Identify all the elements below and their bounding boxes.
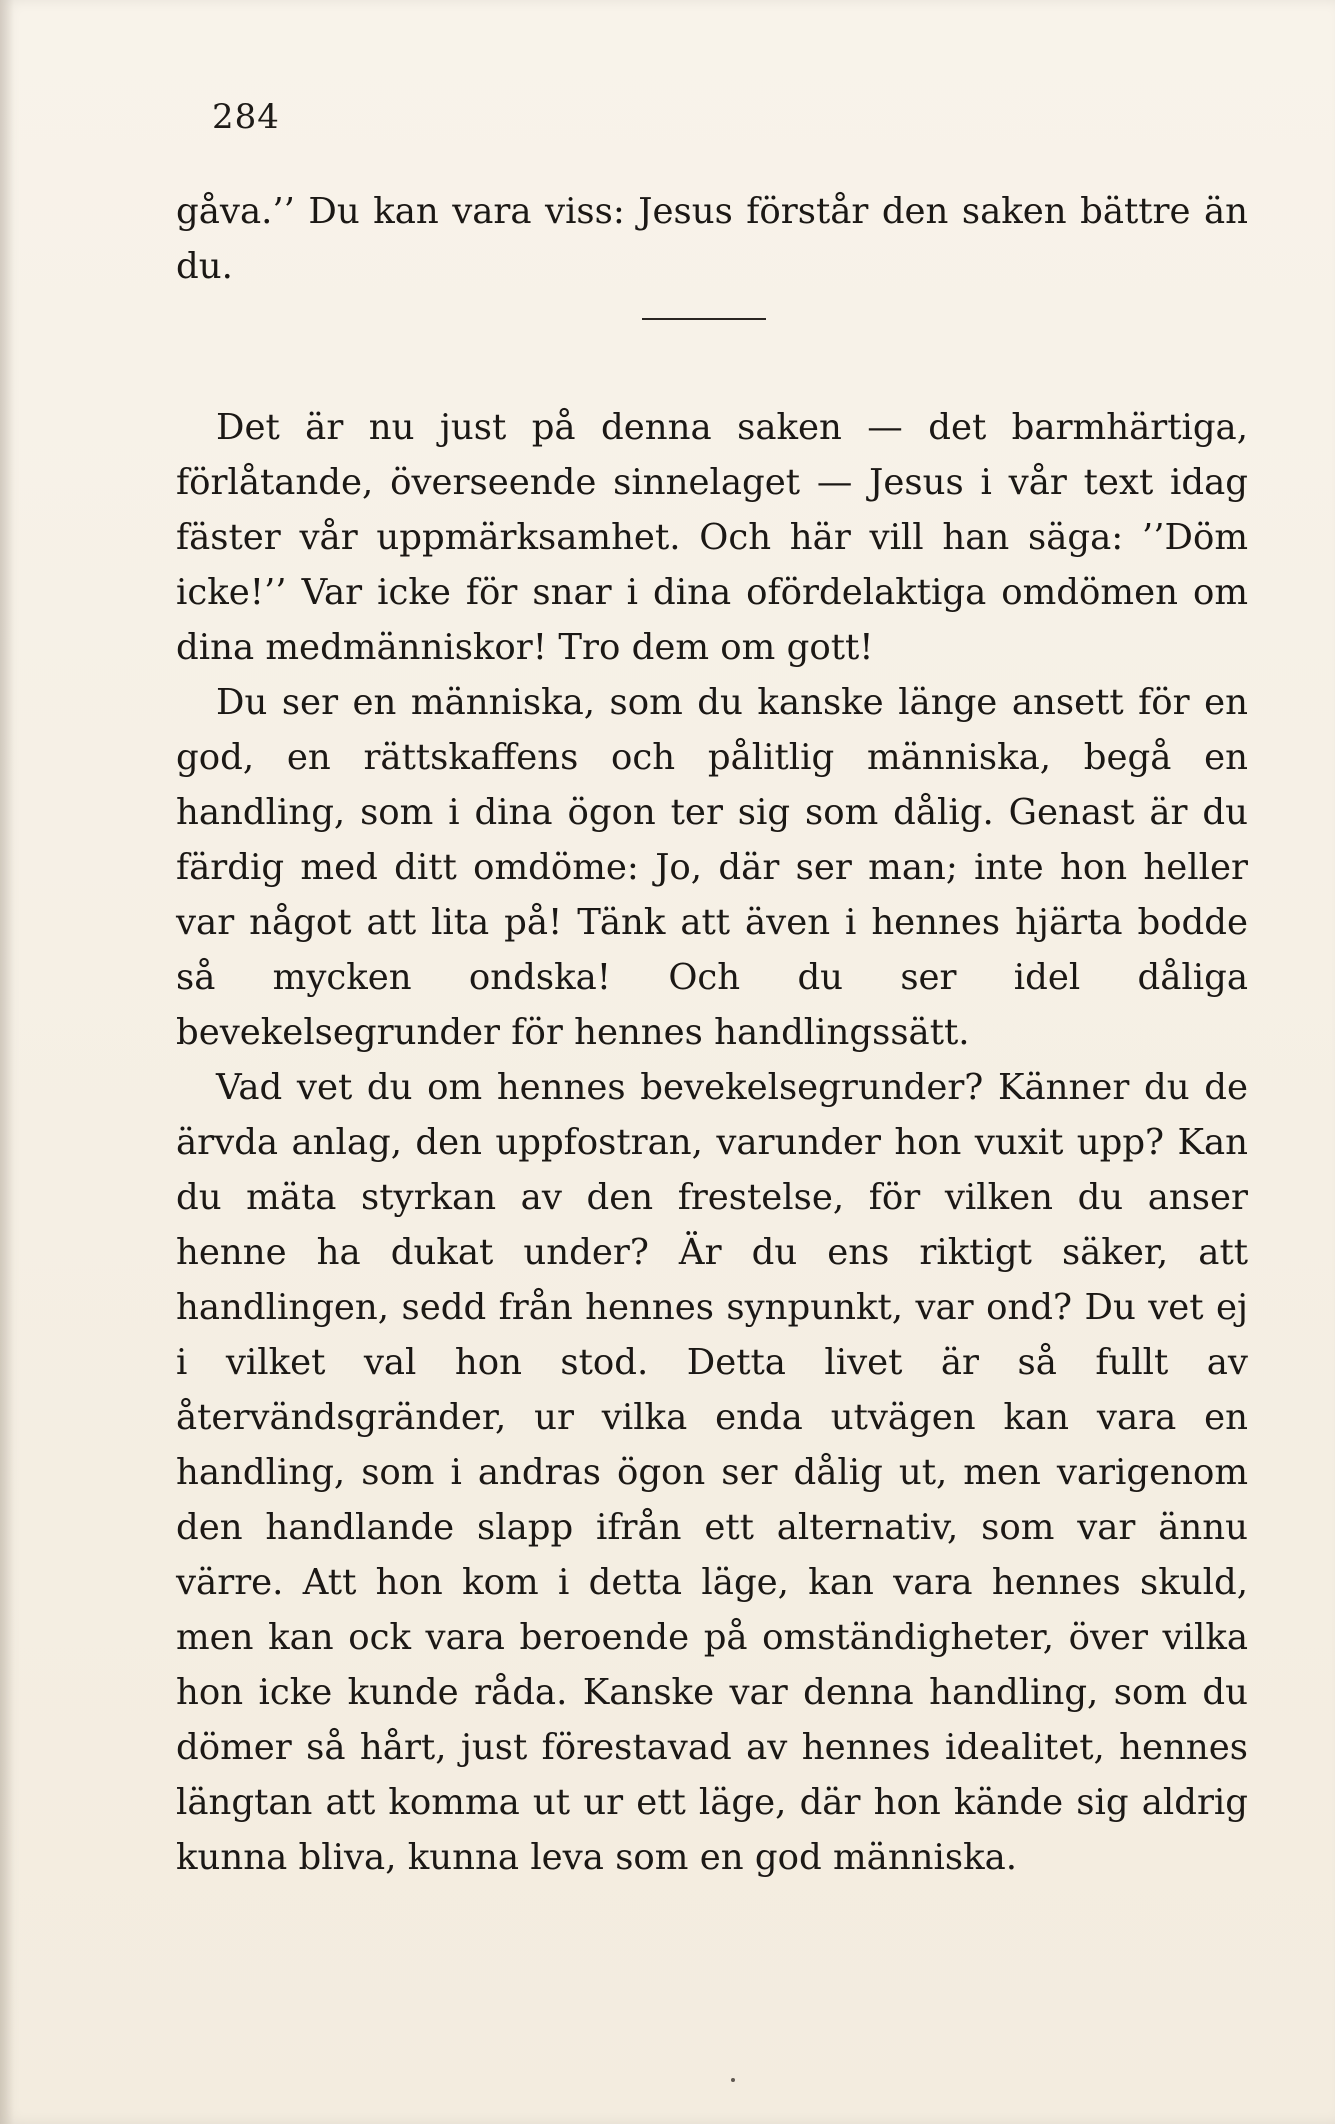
paragraph-1: Det är nu just på denna saken — det barmhärtiga, förlåtande, överseende sinnelaget — Jesus i vår text idag fäster vår uppmärksamhet. Och här vill han säga: ’’Döm icke!’’ Var icke för snar i dina ofördelaktiga omdömen om dina medmänniskor! Tro dem om gott! [176, 407, 1248, 668]
bottom-mark [731, 2078, 735, 2082]
paragraph-3: Vad vet du om hennes bevekelsegrunder? Känner du de ärvda anlag, den uppfostran, varunder hon vuxit upp? Kan du mäta styrkan av den frestelse, för vilken du anser henne ha dukat under? Är du ens riktigt säker, att handlingen, sedd från hennes synpunkt, var ond? Du vet ej i vilket val hon stod. Detta livet är så fullt av återvändsgränder, ur vilka enda utvägen kan vara en handling, som i andras ögon ser dålig ut, men varigenom den handlande slapp ifrån ett alternativ, som var ännu värre. Att hon kom i detta läge, kan vara hennes skuld, men kan ock vara beroende på omständigheter, över vilka hon icke kunde råda. Kanske var denna handling, som du dömer så hårt, just förestavad av hennes idealitet, hennes längtan att komma ut ur ett läge, där hon kände sig aldrig kunna bliva, kunna leva som en god människa. [176, 1067, 1248, 1878]
opening-text: gåva.’’ Du kan vara viss: Jesus förstår den saken bättre än du. [176, 191, 1248, 287]
page-number: 284 [212, 97, 280, 137]
section-separator [642, 318, 766, 320]
paragraph-2: Du ser en människa, som du kanske länge ansett för en god, en rättskaffens och pålitlig människa, begå en handling, som i dina ögon ter sig som dålig. Genast är du färdig med ditt omdöme: Jo, där ser man; inte hon heller var något att lita på! Tänk att även i hennes hjärta bodde så mycken ondska! Och du ser idel dåliga bevekelsegrunder för hennes handlingssätt. [176, 682, 1248, 1053]
main-text [176, 400, 1248, 1885]
page-left-edge-shadow [0, 0, 14, 2124]
